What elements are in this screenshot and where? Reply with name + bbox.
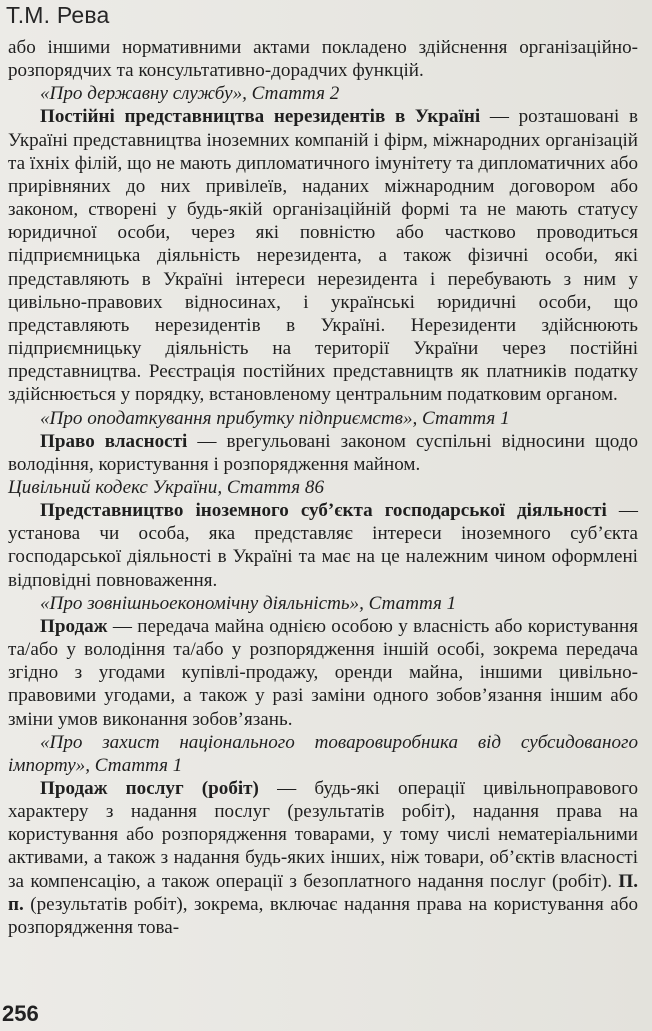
entry-term: Постійні представництва нерезидентів в Україні [40, 106, 481, 128]
glossary-entry [8, 430, 638, 476]
running-head-author: Т.М. Рева [6, 2, 110, 28]
page-body [8, 36, 638, 939]
entry-term: Продаж послуг (робіт) [40, 778, 259, 799]
entry-term: Представництво іноземного суб’єкта господарської діяльності [40, 500, 607, 522]
page-number: 256 [2, 1001, 39, 1026]
citation-text: Цивільний кодекс України, Стаття 86 [8, 476, 324, 498]
citation-text: «Про захист національного товаровиробника від субсидованого імпорту», Стаття 1 [8, 731, 638, 776]
entry-definition: — розташовані в Україні представництва іноземних компаній і фірм, міжнародних організацій та їхніх філій, що не мають дипломатичного імунітету та дипломатичних або прирівняних до них привілеїв, наданих міжнародним договором або законом, створені у будь-якій організаційній формі та не мають статусу юридичної особи, через які повністю або частково проводиться підприємницька діяльність нерезидента, а також фізичні особи, які представляють в Україні інтереси нерезидента і перебувають з ним у цивільно-правових відносинах, і українські юридичні особи, що представляють нерезидентів в Україні. Нерезиденти здійснюють підприємницьку діяльність на території України через постійні представництва. Реєстрація постійних представництв як платників податку здійснюється у порядку, встановленому центральним податковим органом. [8, 106, 638, 406]
entry-definition: — передача майна однією особою у власність або користування та/або у володіння та/або у розпорядження іншій особі, зокрема передача згідно з угодами купівлі-продажу, оренди майна, іншими цивільно-правовими угодами, а також у разі заміни одного зобов’язання іншим або зміни умов виконання зобов’язань. [8, 615, 638, 730]
entry-term: Продаж [40, 615, 108, 637]
entry-definition: — врегульовані законом суспільні відносини щодо володіння, користування і розпорядження майном. [8, 430, 638, 475]
glossary-entry [8, 105, 638, 406]
glossary-entry [8, 777, 638, 939]
entry-definition-continued: (результатів робіт), зокрема, включає надання права на користування або розпорядження това- [8, 893, 638, 938]
entry-definition: — установа чи особа, яка представляє інтереси іноземного суб’єкта господарської діяльності в Україні та має на це належним чином оформлені відповідні повноваження. [8, 500, 639, 591]
source-citation [8, 731, 638, 777]
source-citation [8, 476, 638, 499]
paragraph-text: або іншими нормативними актами покладено здійснення організаційно-розпорядчих та консультативно-дорадчих функцій. [8, 37, 638, 82]
citation-text: «Про державну службу», Стаття 2 [40, 83, 340, 105]
glossary-entry [8, 615, 638, 731]
paragraph-continuation [8, 36, 638, 82]
source-citation [8, 82, 638, 105]
source-citation [8, 592, 638, 615]
glossary-entry [8, 499, 638, 592]
entry-definition: — будь-які операції цивільноправового характеру з надання послуг (результатів робіт), надання права на користування або розпорядження товарами, у тому числі нематеріальними активами, а також з надання будь-яких інших, ніж товари, об’єктів власності за компенсацію, а також операції з безоплатного надання послуг (робіт). [8, 778, 638, 892]
entry-term: Право власності [40, 430, 188, 452]
entry-term-abbreviation: П. п. [8, 870, 638, 915]
citation-text: «Про зовнішньоекономічну діяльність», Стаття 1 [40, 592, 457, 614]
source-citation [8, 407, 638, 430]
citation-text: «Про оподаткування прибутку підприємств», Стаття 1 [40, 407, 510, 429]
